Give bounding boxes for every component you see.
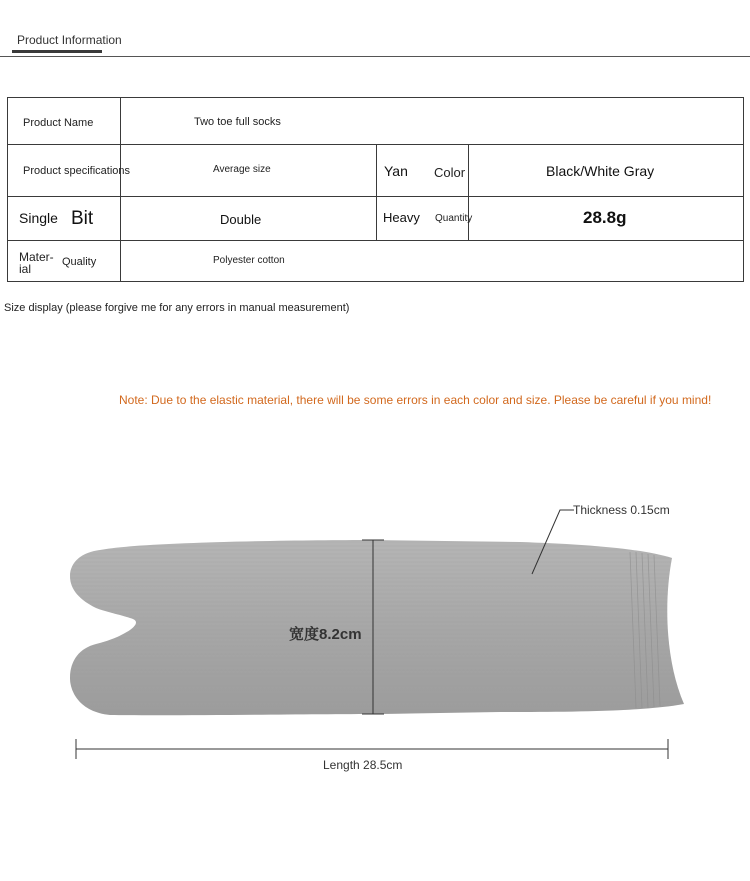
color-label-right: Color — [434, 165, 466, 180]
product-spec-value: Average size — [213, 164, 271, 175]
length-label: Length 28.5cm — [323, 758, 403, 772]
material-label-right: Quality — [62, 256, 97, 268]
unit-value: Double — [220, 212, 262, 227]
unit-label-left: Single — [19, 210, 58, 226]
size-display-caption: Size display (please forgive me for any errors in manual measurement) — [4, 302, 350, 314]
table-col-divider — [120, 97, 121, 282]
table-border-left — [7, 97, 8, 282]
material-label-line2: ial — [19, 262, 32, 276]
product-spec-label: Product specifications — [23, 165, 130, 177]
product-name-label: Product Name — [23, 117, 94, 129]
table-border-top — [7, 97, 744, 98]
width-label: 宽度8.2cm — [289, 626, 362, 643]
product-name-value: Two toe full socks — [194, 116, 281, 128]
spec-table — [7, 97, 744, 282]
color-value: Black/White Gray — [546, 163, 655, 179]
table-border-bottom — [7, 281, 744, 282]
table-row-divider — [7, 240, 744, 241]
material-label-line1: Mater- — [19, 250, 54, 264]
table-col-divider — [468, 144, 469, 240]
sock-diagram — [0, 480, 750, 780]
length-measure-line — [76, 739, 668, 759]
material-value: Polyester cotton — [213, 255, 285, 266]
title-underline — [12, 50, 102, 53]
table-col-divider — [376, 144, 377, 240]
header-divider — [0, 56, 750, 57]
unit-label-right: Bit — [71, 208, 94, 229]
weight-label-left: Heavy — [383, 210, 420, 225]
color-label-left: Yan — [384, 163, 408, 179]
section-title: Product Information — [17, 33, 122, 47]
table-border-right — [743, 97, 744, 282]
thickness-label: Thickness 0.15cm — [573, 503, 670, 517]
weight-label-right: Quantity — [435, 213, 473, 224]
note-text: Note: Due to the elastic material, there will be some errors in each color and size. Please be careful if you mind! — [119, 393, 712, 407]
weight-value: 28.8g — [583, 208, 627, 227]
